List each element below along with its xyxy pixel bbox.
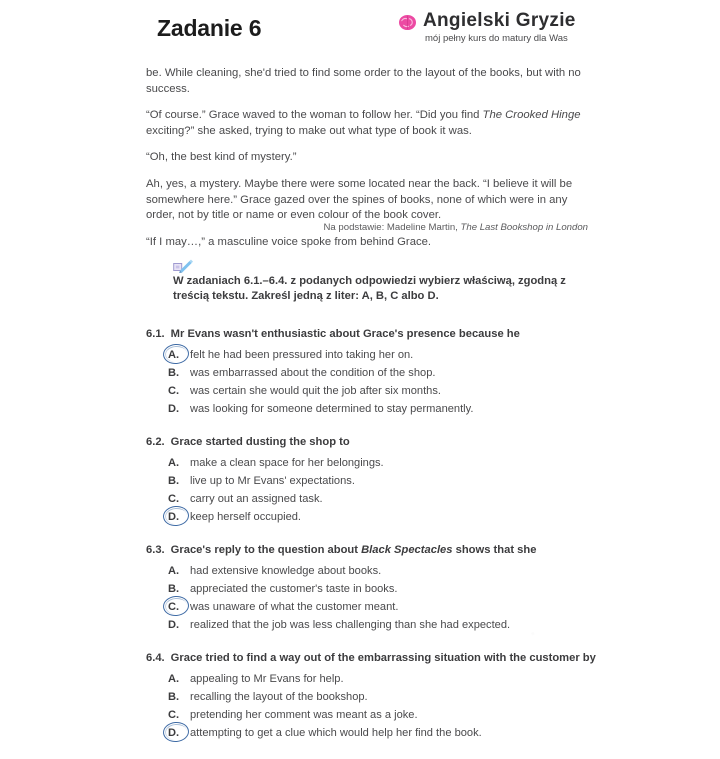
option-letter-label: C. — [168, 384, 180, 397]
answer-option[interactable] — [168, 346, 606, 364]
answer-option[interactable] — [168, 670, 606, 688]
option-letter[interactable] — [168, 690, 185, 705]
option-letter[interactable] — [168, 456, 185, 471]
option-letter-label: C. — [168, 492, 180, 505]
option-letter-label: B. — [168, 474, 180, 487]
option-letter-label: D. — [168, 402, 180, 415]
brand-logo — [398, 10, 628, 44]
option-letter-label: B. — [168, 366, 180, 379]
option-letter[interactable] — [168, 672, 185, 687]
passage-paragraph: be. While cleaning, she'd tried to find some order to the layout of the books, but with no success. — [146, 67, 581, 95]
answer-option[interactable] — [168, 472, 606, 490]
passage-source: Na podstawie: Madeline Martin, The Last Bookshop in London — [323, 222, 588, 233]
answer-option[interactable] — [168, 724, 606, 742]
option-letter-label: D. — [168, 510, 180, 523]
question-number: 6.1. — [146, 328, 165, 340]
answer-option[interactable] — [168, 364, 606, 382]
pencil-icon — [173, 259, 203, 273]
passage-paragraph: “If I may…,” a masculine voice spoke from behind Grace. — [146, 235, 432, 248]
option-text: appealing to Mr Evans for help. — [190, 672, 344, 685]
answer-option[interactable] — [168, 706, 606, 724]
questions-list — [146, 327, 606, 759]
brand-subtitle: mój pełny kurs do matury dla Was — [425, 33, 568, 44]
answer-option[interactable] — [168, 580, 606, 598]
option-letter[interactable] — [168, 708, 185, 723]
option-letter[interactable] — [168, 474, 185, 489]
page-header — [0, 0, 720, 62]
option-text: was certain she would quit the job after six months. — [190, 384, 441, 397]
answer-option[interactable] — [168, 598, 606, 616]
option-letter-label: D. — [168, 618, 180, 631]
answer-option[interactable] — [168, 508, 606, 526]
option-text: was unaware of what the customer meant. — [190, 600, 399, 613]
option-letter-label: D. — [168, 726, 180, 739]
instruction-text: W zadaniach 6.1.–6.4. z podanych odpowiedzi wybierz właściwą, zgodną z treścią tekstu. Zakreśl jedną z liter: A, B, C albo D. — [173, 275, 566, 303]
option-letter[interactable] — [168, 564, 185, 579]
option-text: live up to Mr Evans' expectations. — [190, 474, 355, 487]
answer-options — [146, 346, 606, 418]
option-text: keep herself occupied. — [190, 510, 302, 523]
option-letter[interactable] — [168, 726, 185, 741]
option-text: carry out an assigned task. — [190, 492, 323, 505]
answer-option[interactable] — [168, 382, 606, 400]
option-letter-label: B. — [168, 582, 180, 595]
answer-option[interactable] — [168, 616, 606, 634]
option-text: attempting to get a clue which would help her find the book. — [190, 726, 482, 739]
question-block — [146, 543, 606, 634]
question-block — [146, 651, 606, 742]
option-text: pretending her comment was meant as a joke. — [190, 708, 418, 721]
question-text: Grace's reply to the question about Black Spectacles shows that she — [170, 544, 537, 556]
question-stem — [146, 651, 606, 666]
option-text: realized that the job was less challenging than she had expected. — [190, 618, 511, 631]
question-text: Grace tried to find a way out of the embarrassing situation with the customer by — [170, 652, 596, 664]
answer-option[interactable] — [168, 490, 606, 508]
option-letter-label: A. — [168, 564, 180, 577]
option-letter[interactable] — [168, 600, 185, 615]
passage-paragraph: “Oh, the best kind of mystery.” — [146, 151, 297, 164]
option-text: had extensive knowledge about books. — [190, 564, 382, 577]
option-letter-label: C. — [168, 600, 180, 613]
option-text: was embarrassed about the condition of the shop. — [190, 366, 436, 379]
option-letter[interactable] — [168, 402, 185, 417]
question-text: Grace started dusting the shop to — [170, 436, 350, 448]
option-letter[interactable] — [168, 384, 185, 399]
option-letter[interactable] — [168, 492, 185, 507]
instruction-block — [173, 259, 603, 305]
option-text: appreciated the customer's taste in books. — [190, 582, 398, 595]
brain-icon — [398, 14, 417, 31]
page-title: Zadanie 6 — [157, 15, 262, 41]
question-text: Mr Evans wasn't enthusiastic about Grace's presence because he — [170, 328, 520, 340]
option-letter-label: C. — [168, 708, 180, 721]
answer-option[interactable] — [168, 688, 606, 706]
option-text: was looking for someone determined to stay permanently. — [190, 402, 474, 415]
option-text: recalling the layout of the bookshop. — [190, 690, 368, 703]
answer-option[interactable] — [168, 454, 606, 472]
brand-name: Angielski Gryzie — [423, 10, 576, 31]
option-text: make a clean space for her belongings. — [190, 456, 384, 469]
answer-options — [146, 562, 606, 634]
answer-option[interactable] — [168, 400, 606, 418]
question-number: 6.2. — [146, 436, 165, 448]
option-letter[interactable] — [168, 510, 185, 525]
option-letter[interactable] — [168, 582, 185, 597]
option-letter-label: A. — [168, 348, 180, 361]
answer-options — [146, 670, 606, 742]
question-number: 6.4. — [146, 652, 165, 664]
option-text: felt he had been pressured into taking her on. — [190, 348, 414, 361]
question-block — [146, 435, 606, 526]
question-stem — [146, 327, 606, 342]
question-stem — [146, 435, 606, 450]
passage-paragraph: “Of course.” Grace waved to the woman to follow her. “Did you find The Crooked Hinge exciting?” she asked, trying to make out what type of book it was. — [146, 109, 581, 137]
option-letter[interactable] — [168, 618, 185, 633]
question-block — [146, 327, 606, 418]
option-letter[interactable] — [168, 348, 185, 363]
question-stem — [146, 543, 606, 558]
question-number: 6.3. — [146, 544, 165, 556]
answer-options — [146, 454, 606, 526]
passage-paragraph: Ah, yes, a mystery. Maybe there were some located near the back. “I believe it will be somewhere here.” Grace gazed over the spines of books, none of which were in any order, not by title or name or even colour of the book cover. — [146, 177, 573, 222]
answer-option[interactable] — [168, 562, 606, 580]
option-letter-label: A. — [168, 456, 180, 469]
option-letter[interactable] — [168, 366, 185, 381]
option-letter-label: A. — [168, 672, 180, 685]
option-letter-label: B. — [168, 690, 180, 703]
